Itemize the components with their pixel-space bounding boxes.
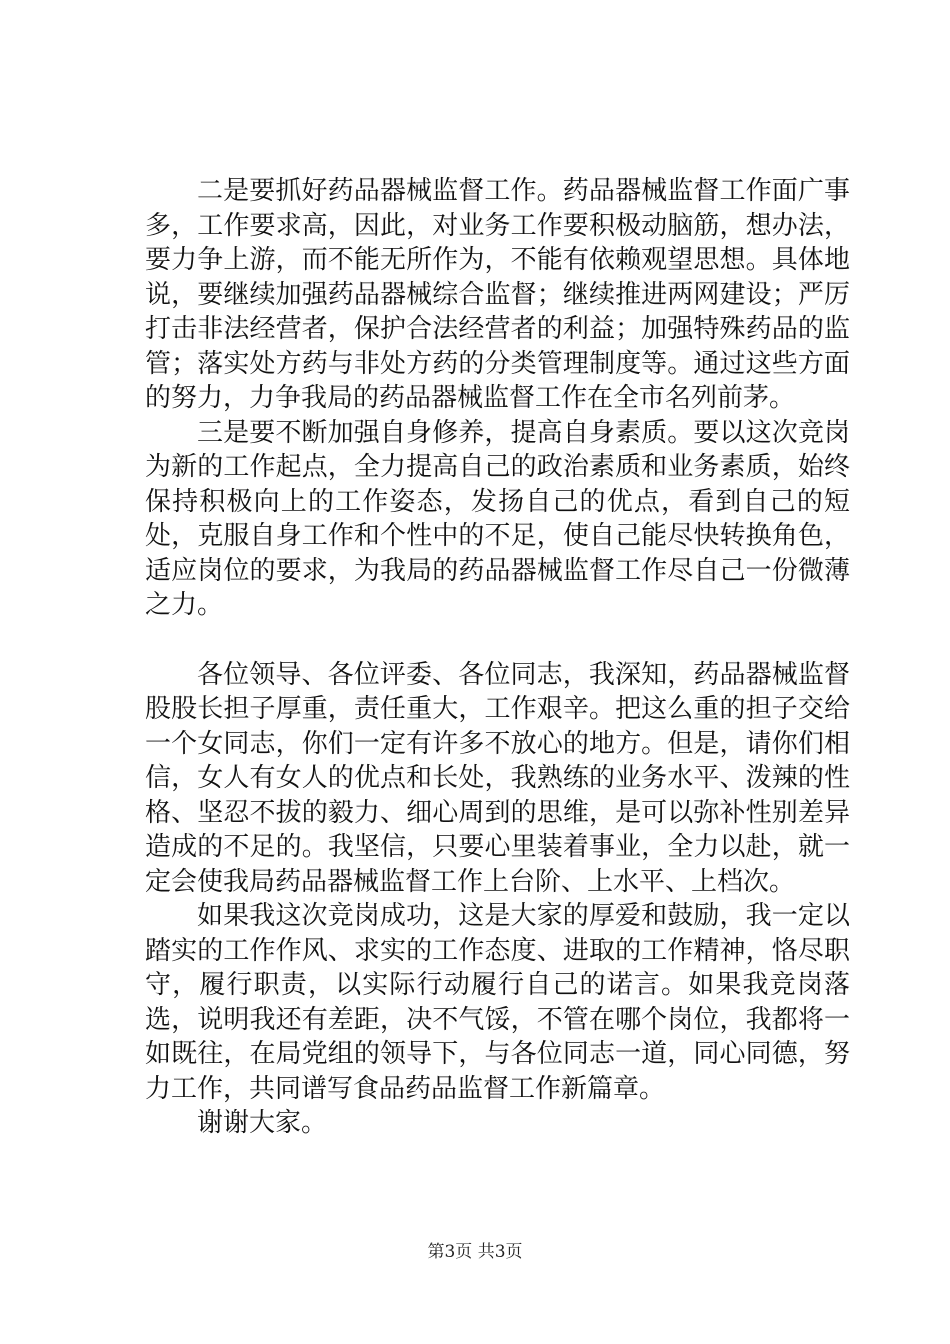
page-number-footer: 第3页 共3页 (427, 1242, 523, 1262)
paragraph-drug-supervision: 二是要抓好药品器械监督工作。药品器械监督工作面广事多，工作要求高，因此，对业务工作要积极动脑筋，想办法，要力争上游，而不能无所作为，不能有依赖观望思想。具体地说，要继续加强药品器械综合监督；继续推进两网建设；严厉打击非法经营者，保护合法经营者的利益；加强特殊药品的监管；落实处方药与非处方药的分类管理制度等。通过这些方面的努力，力争我局的药品器械监督工作在全市名列前茅。 (145, 176, 850, 413)
paragraph-self-improvement: 三是要不断加强自身修养，提高自身素质。要以这次竞岗为新的工作起点，全力提高自己的政治素质和业务素质，始终保持积极向上的工作姿态，发扬自己的优点，看到自己的短处，克服自身工作和个性中的不足，使自己能尽快转换角色，适应岗位的要求，为我局的药品器械监督工作尽自己一份微薄之力。 (145, 417, 850, 620)
paragraph-commitment: 如果我这次竞岗成功，这是大家的厚爱和鼓励，我一定以踏实的工作作风、求实的工作态度、进取的工作精神，恪尽职守，履行职责，以实际行动履行自己的诺言。如果我竞岗落选，说明我还有差距，决不气馁，不管在哪个岗位，我都将一如既往，在局党组的领导下，与各位同志一道，同心同德，努力工作，共同谱写食品药品监督工作新篇章。 (145, 901, 850, 1104)
paragraph-gap (145, 623, 850, 658)
paragraph-thanks: 谢谢大家。 (197, 1108, 328, 1138)
document-body (145, 174, 850, 1141)
paragraph-address-to-audience: 各位领导、各位评委、各位同志，我深知，药品器械监督股股长担子厚重，责任重大，工作艰辛。把这么重的担子交给一个女同志，你们一定有许多不放心的地方。但是，请你们相信，女人有女人的优点和长处，我熟练的业务水平、泼辣的性格、坚忍不拔的毅力、细心周到的思维，是可以弥补性别差异造成的不足的。我坚信，只要心里装着事业，全力以赴，就一定会使我局药品器械监督工作上台阶、上水平、上档次。 (145, 659, 850, 897)
